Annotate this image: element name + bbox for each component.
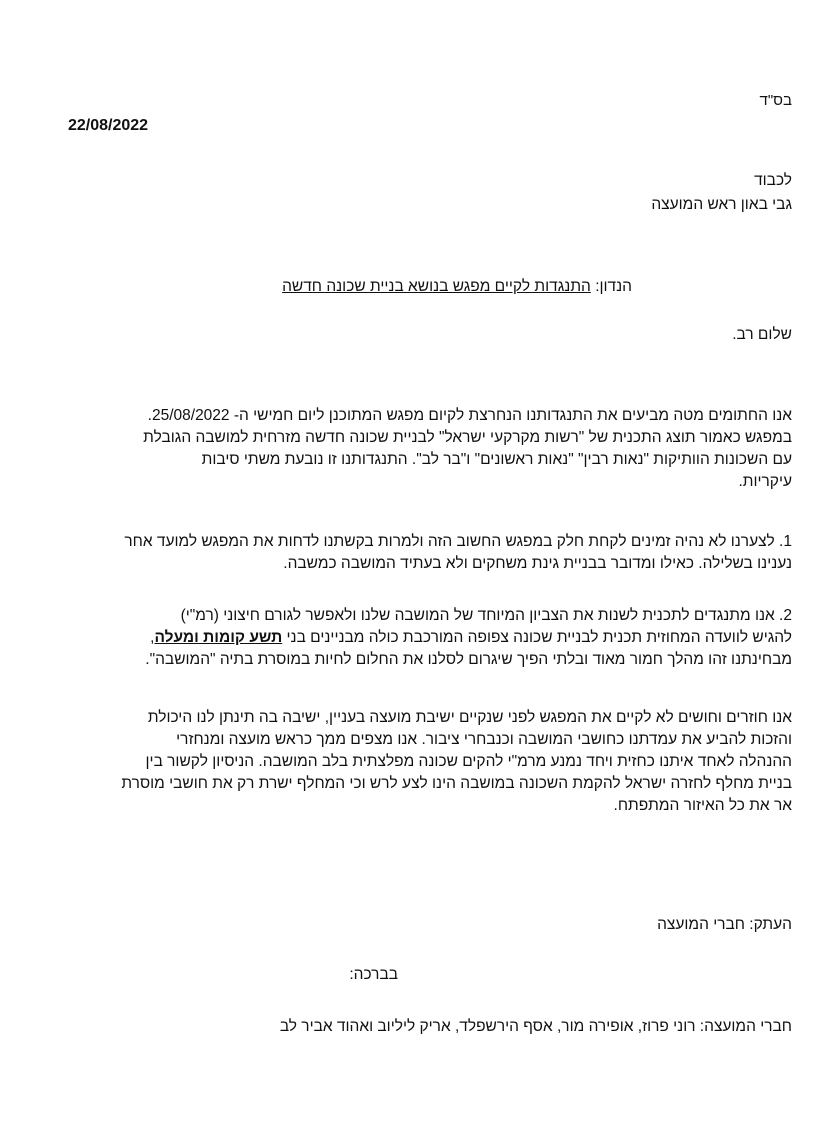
paragraph-line: אנו חוזרים וחושים לא לקיים את המפגש לפני שנקיים ישיבת מועצה בעניין, ישיבה בה תינתן לנו היכולת xyxy=(147,709,792,726)
paragraph-line: עיקריות. xyxy=(738,473,792,490)
emphasized-text: תשע קומות ומעלה xyxy=(154,629,283,646)
closing-blessing: בברכה: xyxy=(349,966,398,983)
paragraph-text: , xyxy=(150,629,155,646)
paragraph-line: והזכות להביע את עמדתנו כחושבי המושבה וכנבחרי ציבור. אנו מצפים ממך כראש מועצה ומנחזרי xyxy=(176,731,792,748)
paragraph-line: אנו החתומים מטה מביעים את התנגדותנו הנחרצת לקיום מפגש המתוכנן ליום חמישי ה- 25/08/2022. xyxy=(147,407,792,424)
paragraph-reason-2 xyxy=(32,605,792,671)
addressee-name: גבי באון ראש המועצה xyxy=(651,196,792,213)
bsd-header: בס"ד xyxy=(759,92,792,109)
paragraph-line: 2. אנו מתנגדים לתכנית לשנות את הצביון המיוחד של המושבה שלנו ולאפשר לגורם חיצוני (רמ"י) xyxy=(180,607,792,624)
paragraph-line: 1. לצערנו לא נהיה זמינים לקחת חלק במפגש החשוב הזה ולמרות בקשתנו לדחות את המפגש למועד אחר xyxy=(124,533,792,550)
greeting: שלום רב. xyxy=(732,326,792,343)
paragraph-request xyxy=(32,707,792,817)
subject-label: הנדון: xyxy=(595,278,632,295)
paragraph-text: להגיש לוועדה המחוזית תכנית לבניית שכונה צפופה המורכבת כולה מבניינים בני xyxy=(282,629,792,646)
paragraph-line: מבחינתנו זהו מהלך חמור מאוד ובלתי הפיך שיגרום לסלנו את החלום לחיות במוסרת בתיה "המושבה". xyxy=(145,651,792,668)
paragraph-line xyxy=(32,627,792,649)
paragraph-line: ההנהלה לאחד איתנו כחזית ויחד נמנע מרמ"י להקים שכונה מפלצתית בלב המושבה. הניסיון לקשור בין xyxy=(145,753,792,770)
paragraph-line: במפגש כאמור תוצג התכנית של "רשות מקרקעי ישראל" לבניית שכונה חדשה מזרחית למושבה הגובלת xyxy=(143,429,792,446)
copy-to: העתק: חברי המועצה xyxy=(657,916,792,933)
addressee-salutation: לכבוד xyxy=(754,172,792,189)
letter-date: 22/08/2022 xyxy=(68,117,149,134)
signatories: חברי המועצה: רוני פרוז, אופירה מור, אסף הירשפלד, אריק ליליוב ואהוד אביר לב xyxy=(279,1018,792,1035)
paragraph-line: עם השכונות הוותיקות "נאות רבין" "נאות ראשונים" ו"בר לב". התנגדותנו זו נובעת משתי סיבות xyxy=(201,451,792,468)
paragraph-line: אר את כל האיזור המתפתח. xyxy=(613,797,792,814)
paragraph-intro xyxy=(32,405,792,493)
paragraph-line: נענינו בשלילה. כאילו ומדובר בבניית גינת משחקים ולא בעתיד המושבה כמשבה. xyxy=(283,555,792,572)
paragraph-reason-1 xyxy=(32,531,792,575)
subject-line xyxy=(282,276,632,298)
subject-text: התנגדות לקיים מפגש בנושא בניית שכונה חדשה xyxy=(282,278,591,295)
paragraph-line: בניית מחלף לחזרה ישראל להקמת השכונה במושבה הינו לצע לרש וכי המחלף ישרת רק את חושבי מוסרת xyxy=(121,775,792,792)
